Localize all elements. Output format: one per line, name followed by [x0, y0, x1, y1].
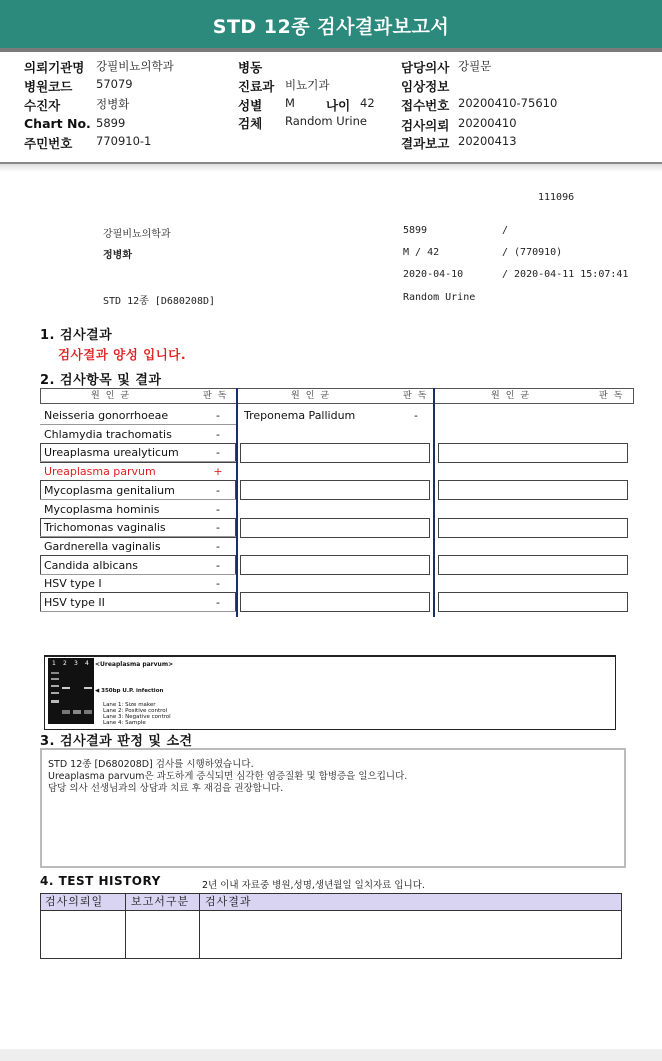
result-cell-box	[240, 480, 430, 500]
department-value: 비뇨기과	[285, 78, 330, 92]
report-date-label: 결과보고	[401, 136, 450, 151]
hospital-label: 의뢰기관명	[24, 60, 85, 75]
report-date-value: 20200413	[458, 134, 517, 148]
report-birth: / (770910)	[502, 247, 563, 258]
history-col-result: 검사결과	[205, 895, 252, 908]
chart-no-label: Chart No.	[24, 116, 91, 131]
column-divider-2	[433, 388, 435, 617]
gel-lane-1: 1	[52, 660, 56, 667]
organism-name: HSV type II	[44, 596, 105, 609]
opinion-line-3: 담당 의사 선생님과의 상담과 치료 후 재검을 권장합니다.	[48, 783, 284, 794]
request-date-value: 20200410	[458, 116, 517, 130]
section4-title: 4. TEST HISTORY	[40, 874, 161, 888]
report-title: STD 12종 검사결과보고서	[0, 0, 662, 48]
row-divider	[40, 536, 236, 537]
result-cell-box	[438, 480, 628, 500]
gel-lane-2: 2	[63, 660, 67, 667]
report-hospital: 강필비뇨의학과	[103, 229, 171, 240]
result-table-header	[40, 388, 634, 404]
treponema-result: -	[414, 409, 418, 422]
row-divider	[40, 574, 236, 575]
organism-name: Chlamydia trachomatis	[44, 427, 172, 441]
patient-info-panel	[0, 52, 662, 164]
result-cell-box	[240, 592, 430, 612]
result-cell-box	[240, 555, 430, 575]
opinion-line-2: Ureaplasma parvum은 과도하게 증식되면 심각한 염증질환 및 합병증을 일으킵니다.	[48, 771, 408, 782]
history-divider-2	[199, 894, 200, 958]
column-divider-1	[236, 388, 238, 617]
history-note: 2년 이내 자료중 병원,성명,생년월일 일치자료 입니다.	[202, 880, 425, 891]
header-judge-2: 판독	[403, 391, 433, 401]
organism-result: -	[216, 446, 220, 460]
report-sex-age: M / 42	[403, 247, 440, 258]
positive-message: 검사결과 양성 입니다.	[58, 347, 187, 362]
header-judge-3: 판독	[599, 391, 629, 401]
patient-value: 정병화	[96, 97, 130, 111]
organism-name: Ureaplasma parvum	[44, 465, 156, 479]
result-cell-box	[240, 518, 430, 538]
gel-lane-3: 3	[74, 660, 78, 667]
opinion-line-1: STD 12종 [D680208D] 검사를 시행하였습니다.	[48, 759, 254, 770]
header-judge-1: 판독	[203, 391, 233, 401]
row-divider	[40, 499, 236, 500]
result-cell-box	[438, 518, 628, 538]
sex-value: M	[285, 96, 295, 110]
gel-title: <Ureaplasma parvum>	[95, 661, 174, 668]
ward-label: 병동	[238, 60, 263, 75]
organism-result: -	[216, 427, 220, 441]
organism-result: -	[216, 558, 220, 572]
doctor-label: 담당의사	[401, 60, 450, 75]
organism-result: -	[216, 539, 220, 553]
report-test: STD 12종 [D680208D]	[103, 296, 216, 307]
header-organism-1: 원인균	[91, 391, 136, 401]
result-cell-box	[438, 443, 628, 463]
specimen-label: 검체	[238, 116, 263, 131]
organism-name: Trichomonas vaginalis	[44, 521, 166, 535]
hospital-code-label: 병원코드	[24, 79, 73, 94]
header-organism-3: 원인균	[491, 391, 536, 401]
section1-title: 1. 검사결과	[40, 328, 113, 343]
request-date-label: 검사의뢰	[401, 118, 450, 133]
hospital-value: 강필비뇨의학과	[96, 59, 174, 73]
gel-band-label: ◀ 350bp U.P. infection	[95, 688, 164, 694]
department-label: 진료과	[238, 79, 275, 94]
row-divider	[40, 461, 236, 462]
patient-label: 수진자	[24, 98, 61, 113]
receipt-no-value: 20200410-75610	[458, 96, 558, 110]
hospital-code-value: 57079	[96, 77, 133, 91]
header-organism-2: 원인균	[291, 391, 336, 401]
row-divider	[40, 424, 236, 425]
organism-name: Neisseria gonorrhoeae	[44, 409, 169, 422]
resident-no-value: 770910-1	[96, 134, 152, 148]
receipt-no-label: 접수번호	[401, 98, 450, 113]
chart-no-value: 5899	[96, 116, 126, 130]
organism-name: Candida albicans	[44, 558, 138, 572]
organism-result: -	[216, 521, 220, 535]
age-value: 42	[360, 96, 375, 110]
report-chart-no: 5899	[403, 225, 428, 236]
organism-result: -	[216, 502, 220, 516]
sex-label: 성별	[238, 98, 263, 113]
report-code: 111096	[538, 192, 575, 203]
test-history-table	[40, 893, 622, 959]
report-patient: 정병화	[103, 250, 132, 261]
result-cell-box	[438, 592, 628, 612]
row-divider	[40, 611, 236, 612]
history-col-request-date: 검사의뢰일	[45, 895, 104, 908]
opinion-box	[40, 748, 626, 868]
gel-legend-2: Lane 2: Positive control	[103, 708, 168, 714]
page-gap	[0, 164, 662, 172]
resident-no-label: 주민번호	[24, 136, 73, 151]
age-label: 나이	[326, 98, 351, 113]
gel-electrophoresis-image	[48, 658, 94, 724]
organism-name: Mycoplasma hominis	[44, 502, 160, 516]
gel-legend-3: Lane 3: Negative control	[103, 714, 171, 720]
clinical-info-label: 임상정보	[401, 79, 450, 94]
history-header	[41, 894, 621, 911]
treponema-name: Treponema Pallidum	[244, 409, 356, 422]
report-received: 2020-04-10	[403, 269, 464, 280]
result-cell-box	[240, 443, 430, 463]
report-specimen: Random Urine	[403, 292, 476, 303]
doctor-value: 강필문	[458, 59, 492, 73]
organism-result: -	[216, 483, 220, 497]
organism-name: Gardnerella vaginalis	[44, 539, 161, 553]
history-col-report-type: 보고서구분	[131, 895, 190, 908]
section3-title: 3. 검사결과 판정 및 소견	[40, 734, 193, 749]
section2-title: 2. 검사항목 및 결과	[40, 373, 162, 388]
bottom-bar	[0, 1049, 662, 1061]
report-reported: / 2020-04-11 15:07:41	[502, 269, 629, 280]
report-slash: /	[502, 225, 509, 236]
gel-image-frame	[44, 655, 616, 730]
history-divider-1	[125, 894, 126, 958]
organism-name: Mycoplasma genitalium	[44, 483, 175, 497]
specimen-value: Random Urine	[285, 114, 367, 128]
result-cell-box	[438, 555, 628, 575]
gel-legend-4: Lane 4: Sample	[103, 720, 146, 726]
organism-result: -	[216, 577, 220, 591]
gel-lane-4: 4	[85, 660, 89, 667]
organism-name: Ureaplasma urealyticum	[44, 446, 179, 460]
organism-result: -	[216, 596, 220, 609]
organism-result: +	[213, 465, 223, 479]
organism-name: HSV type I	[44, 577, 102, 591]
gel-legend-1: Lane 1: Size maker	[103, 702, 156, 708]
organism-result: -	[216, 409, 220, 422]
